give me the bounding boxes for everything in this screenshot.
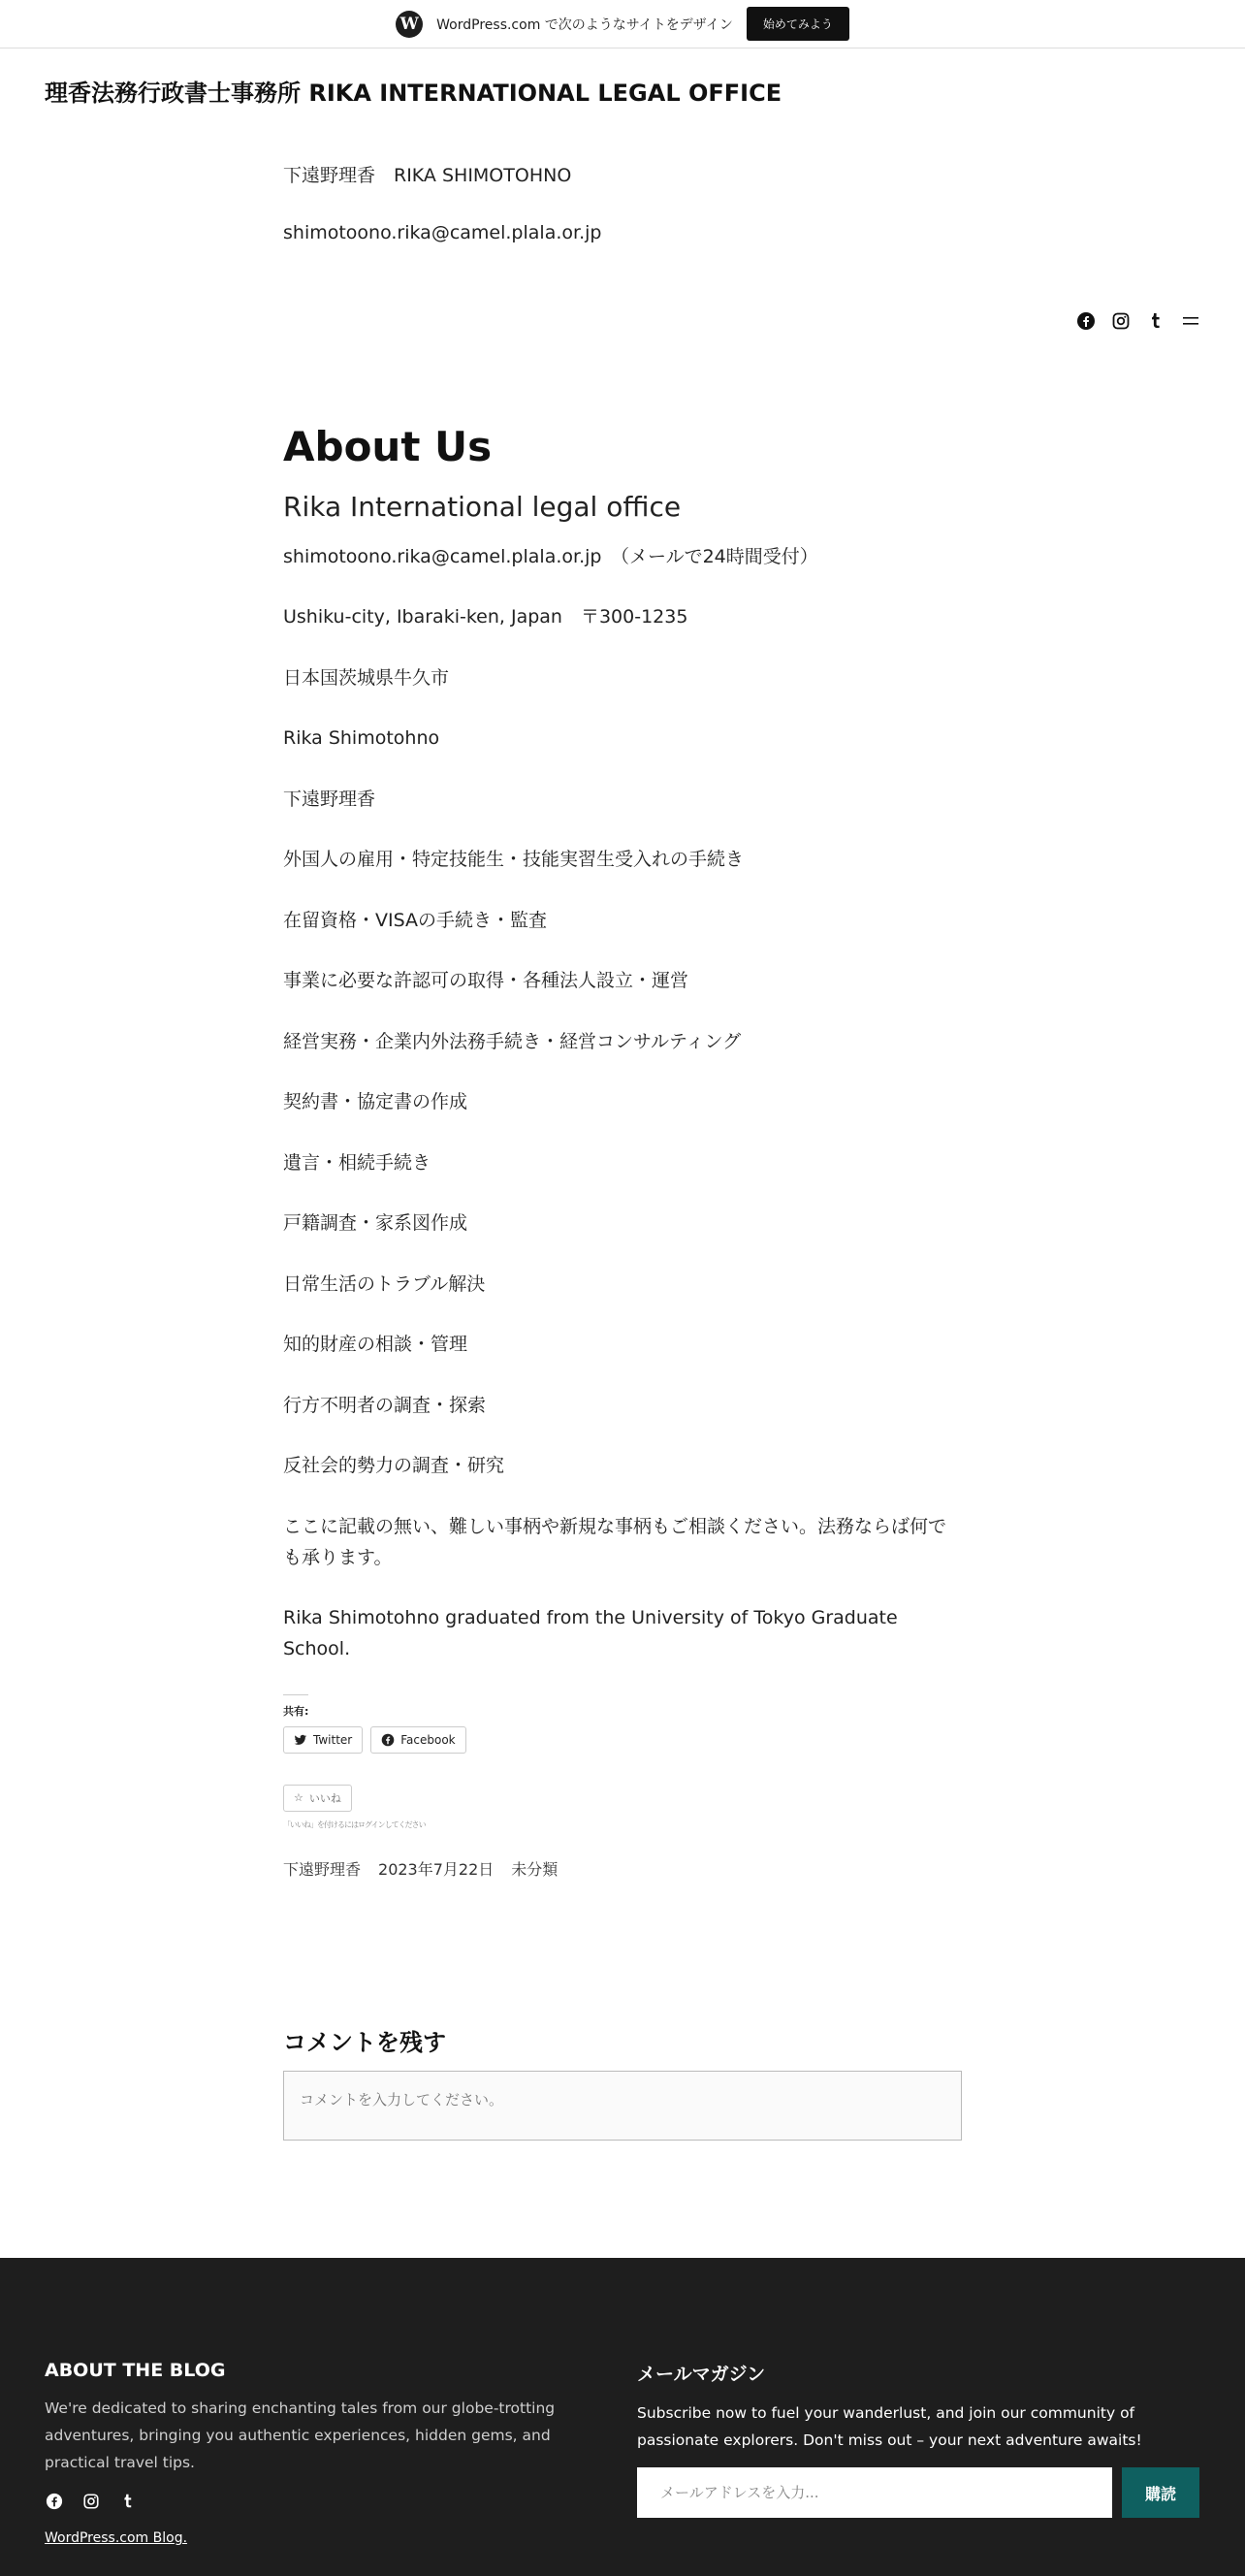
comment-section (283, 2023, 962, 2141)
tumblr-icon[interactable] (1146, 311, 1165, 331)
like-section (283, 1785, 962, 1830)
header-email: shimotoono.rika@camel.plala.or.jp (283, 222, 602, 243)
service-item: 反社会的勢力の調査・研究 (283, 1455, 505, 1477)
footer-social-links (45, 2492, 607, 2511)
site-footer (0, 2258, 1245, 2576)
service-item: 日常生活のトラブル解決 (283, 1272, 486, 1295)
facebook-share-label: Facebook (400, 1732, 456, 1747)
footer-about-text: We're dedicated to sharing enchanting tales from our globe-trotting adventures, bringing you authentic experiences, hidden gems, and practical travel tips. (45, 2399, 556, 2471)
header-name: 下遠野理香 RIKA SHIMOTOHNO (283, 165, 572, 186)
instagram-icon[interactable] (1111, 311, 1131, 331)
comment-heading: コメントを残す (283, 2029, 446, 2056)
facebook-icon[interactable] (45, 2492, 64, 2511)
get-started-button[interactable]: 始めてみよう (747, 7, 849, 41)
email-field[interactable] (637, 2467, 1112, 2518)
wordpress-blog-link[interactable]: WordPress.com Blog. (45, 2530, 188, 2546)
newsletter-heading: メールマガジン (637, 2364, 766, 2385)
education-paragraph: Rika Shimotohno graduated from the University of Tokyo Graduate School. (283, 1607, 898, 1660)
address-en-paragraph: Ushiku-city, Ibaraki-ken, Japan 〒300-1235 (283, 606, 688, 628)
service-item: 戸籍調査・家系図作成 (283, 1212, 468, 1235)
twitter-share-label: Twitter (313, 1732, 353, 1747)
post-meta (283, 1857, 962, 1880)
social-links (1076, 311, 1200, 331)
menu-icon[interactable] (1181, 311, 1200, 331)
star-icon: ☆ (294, 1791, 303, 1805)
wordpress-logo-icon[interactable]: W (396, 11, 423, 38)
address-ja-paragraph: 日本国茨城県牛久市 (283, 666, 450, 689)
share-section (283, 1694, 962, 1754)
like-label: いいね (308, 1791, 341, 1805)
main-content (283, 425, 962, 1880)
name-en-paragraph: Rika Shimotohno (283, 727, 440, 750)
comment-input[interactable]: コメントを入力してください。 (283, 2071, 962, 2141)
banner-text: WordPress.com で次のようなサイトをデザイン (436, 16, 733, 33)
facebook-share-button[interactable] (370, 1726, 465, 1754)
twitter-icon (294, 1733, 307, 1747)
post-category[interactable]: 未分類 (511, 1859, 559, 1879)
service-item: 知的財産の相談・管理 (283, 1334, 468, 1356)
page-title: About Us (283, 423, 493, 470)
page-subtitle: Rika International legal office (283, 491, 682, 524)
name-ja-paragraph: 下遠野理香 (283, 788, 376, 810)
instagram-icon[interactable] (81, 2492, 101, 2511)
newsletter-text: Subscribe now to fuel your wanderlust, and join our community of passionate explorers. Don't miss out – your next adventure awaits! (637, 2404, 1142, 2449)
service-item: 行方不明者の調査・探索 (283, 1394, 487, 1416)
post-date[interactable]: 2023年7月22日 (378, 1859, 495, 1879)
footer-about (45, 2360, 607, 2546)
service-item: 遺言・相続手続き (283, 1151, 431, 1174)
service-item: 外国人の雇用・特定技能生・技能実習生受入れの手続き (283, 849, 745, 871)
service-item: 在留資格・VISAの手続き・監査 (283, 909, 548, 931)
tumblr-icon[interactable] (118, 2492, 138, 2511)
service-item: 契約書・協定書の作成 (283, 1091, 468, 1113)
footer-newsletter (637, 2360, 1199, 2518)
facebook-icon (381, 1733, 395, 1747)
site-title[interactable]: 理香法務行政書士事務所 RIKA INTERNATIONAL LEGAL OFFICE (45, 80, 782, 107)
like-button[interactable] (283, 1785, 352, 1812)
service-item: 経営実務・企業内外法務手続き・経営コンサルティング (283, 1030, 742, 1052)
wordpress-banner (0, 0, 1245, 48)
twitter-share-button[interactable] (283, 1726, 363, 1754)
contact-email-paragraph: shimotoono.rika@camel.plala.or.jp （メールで24時間受付） (283, 545, 818, 567)
footer-about-heading: ABOUT THE BLOG (45, 2360, 226, 2381)
service-item: 事業に必要な許認可の取得・各種法人設立・運営 (283, 970, 689, 992)
about-paragraphs (283, 541, 962, 1665)
share-label: 共有: (283, 1694, 308, 1719)
facebook-icon[interactable] (1076, 311, 1096, 331)
consultation-paragraph: ここに記載の無い、難しい事柄や新規な事柄もご相談ください。法務ならば何でも承ります。 (283, 1515, 947, 1568)
post-author[interactable]: 下遠野理香 (283, 1859, 362, 1879)
like-login-note: 「いいね」を付けるにはログインしてください (283, 1819, 426, 1829)
subscribe-button[interactable]: 購読 (1122, 2467, 1199, 2518)
